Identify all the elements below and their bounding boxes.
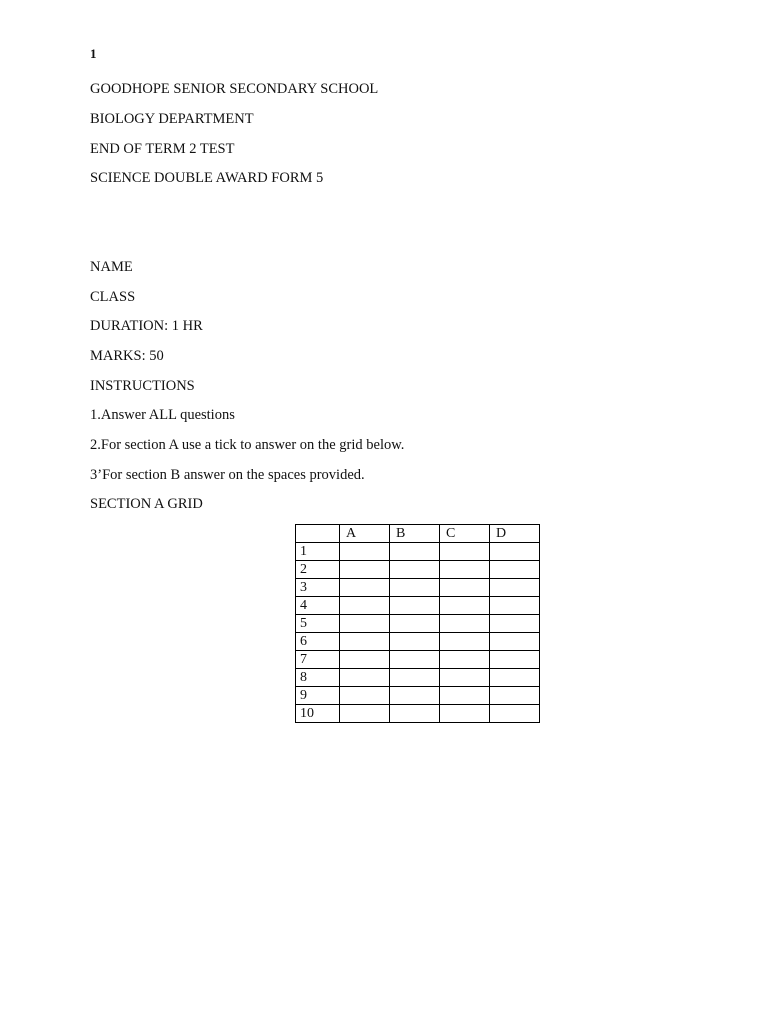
subject-title: SCIENCE DOUBLE AWARD FORM 5 bbox=[90, 170, 324, 186]
grid-row-number: 10 bbox=[296, 705, 340, 723]
grid-answer-cell[interactable] bbox=[440, 579, 490, 597]
grid-answer-cell[interactable] bbox=[490, 579, 540, 597]
grid-answer-cell[interactable] bbox=[390, 597, 440, 615]
grid-row-number: 3 bbox=[296, 579, 340, 597]
grid-column-header: B bbox=[390, 525, 440, 543]
grid-row-number: 4 bbox=[296, 597, 340, 615]
grid-answer-cell[interactable] bbox=[340, 669, 390, 687]
grid-row-number: 6 bbox=[296, 633, 340, 651]
grid-answer-cell[interactable] bbox=[390, 687, 440, 705]
grid-header-row bbox=[296, 525, 540, 543]
table-row bbox=[296, 633, 540, 651]
marks-label: MARKS: 50 bbox=[90, 348, 164, 364]
grid-row-number: 5 bbox=[296, 615, 340, 633]
instruction-item: 1.Answer ALL questions bbox=[90, 407, 235, 423]
table-row bbox=[296, 651, 540, 669]
grid-answer-cell[interactable] bbox=[490, 687, 540, 705]
table-row bbox=[296, 669, 540, 687]
grid-answer-cell[interactable] bbox=[490, 615, 540, 633]
grid-answer-cell[interactable] bbox=[440, 687, 490, 705]
grid-answer-cell[interactable] bbox=[390, 705, 440, 723]
instruction-item: 3’For section B answer on the spaces provided. bbox=[90, 467, 365, 483]
grid-row-number: 7 bbox=[296, 651, 340, 669]
grid-answer-cell[interactable] bbox=[490, 651, 540, 669]
grid-answer-cell[interactable] bbox=[340, 615, 390, 633]
grid-answer-cell[interactable] bbox=[340, 687, 390, 705]
grid-answer-cell[interactable] bbox=[440, 633, 490, 651]
grid-answer-cell[interactable] bbox=[440, 597, 490, 615]
grid-answer-cell[interactable] bbox=[440, 561, 490, 579]
table-row bbox=[296, 543, 540, 561]
page-number: 1 bbox=[90, 46, 97, 61]
department-name: BIOLOGY DEPARTMENT bbox=[90, 111, 254, 127]
duration-label: DURATION: 1 HR bbox=[90, 318, 203, 334]
grid-column-header: C bbox=[440, 525, 490, 543]
table-row bbox=[296, 579, 540, 597]
grid-answer-cell[interactable] bbox=[490, 543, 540, 561]
table-row bbox=[296, 615, 540, 633]
grid-answer-cell[interactable] bbox=[390, 651, 440, 669]
answer-grid bbox=[295, 524, 540, 723]
grid-column-header: D bbox=[490, 525, 540, 543]
grid-answer-cell[interactable] bbox=[390, 543, 440, 561]
grid-answer-cell[interactable] bbox=[340, 633, 390, 651]
grid-answer-cell[interactable] bbox=[440, 543, 490, 561]
grid-row-number: 8 bbox=[296, 669, 340, 687]
grid-answer-cell[interactable] bbox=[490, 633, 540, 651]
grid-answer-cell[interactable] bbox=[390, 579, 440, 597]
grid-answer-cell[interactable] bbox=[390, 561, 440, 579]
grid-answer-cell[interactable] bbox=[340, 543, 390, 561]
grid-row-number: 2 bbox=[296, 561, 340, 579]
test-title: END OF TERM 2 TEST bbox=[90, 141, 235, 157]
table-row bbox=[296, 561, 540, 579]
grid-row-number: 9 bbox=[296, 687, 340, 705]
instructions-heading: INSTRUCTIONS bbox=[90, 378, 195, 394]
grid-answer-cell[interactable] bbox=[340, 651, 390, 669]
grid-answer-cell[interactable] bbox=[440, 705, 490, 723]
grid-answer-cell[interactable] bbox=[440, 669, 490, 687]
grid-answer-cell[interactable] bbox=[440, 651, 490, 669]
grid-answer-cell[interactable] bbox=[390, 615, 440, 633]
grid-answer-cell[interactable] bbox=[390, 669, 440, 687]
grid-answer-cell[interactable] bbox=[490, 597, 540, 615]
grid-answer-cell[interactable] bbox=[390, 633, 440, 651]
grid-answer-cell[interactable] bbox=[440, 615, 490, 633]
class-label: CLASS bbox=[90, 289, 136, 305]
grid-column-header: A bbox=[340, 525, 390, 543]
table-row bbox=[296, 687, 540, 705]
grid-answer-cell[interactable] bbox=[340, 561, 390, 579]
grid-answer-cell[interactable] bbox=[490, 561, 540, 579]
table-row bbox=[296, 597, 540, 615]
grid-corner-cell bbox=[296, 525, 340, 543]
grid-answer-cell[interactable] bbox=[490, 669, 540, 687]
name-label: NAME bbox=[90, 259, 133, 275]
grid-answer-cell[interactable] bbox=[340, 705, 390, 723]
grid-answer-cell[interactable] bbox=[490, 705, 540, 723]
grid-row-number: 1 bbox=[296, 543, 340, 561]
grid-answer-cell[interactable] bbox=[340, 579, 390, 597]
grid-answer-cell[interactable] bbox=[340, 597, 390, 615]
grid-heading: SECTION A GRID bbox=[90, 496, 203, 512]
instruction-item: 2.For section A use a tick to answer on the grid below. bbox=[90, 437, 405, 453]
school-name: GOODHOPE SENIOR SECONDARY SCHOOL bbox=[90, 81, 379, 97]
table-row bbox=[296, 705, 540, 723]
